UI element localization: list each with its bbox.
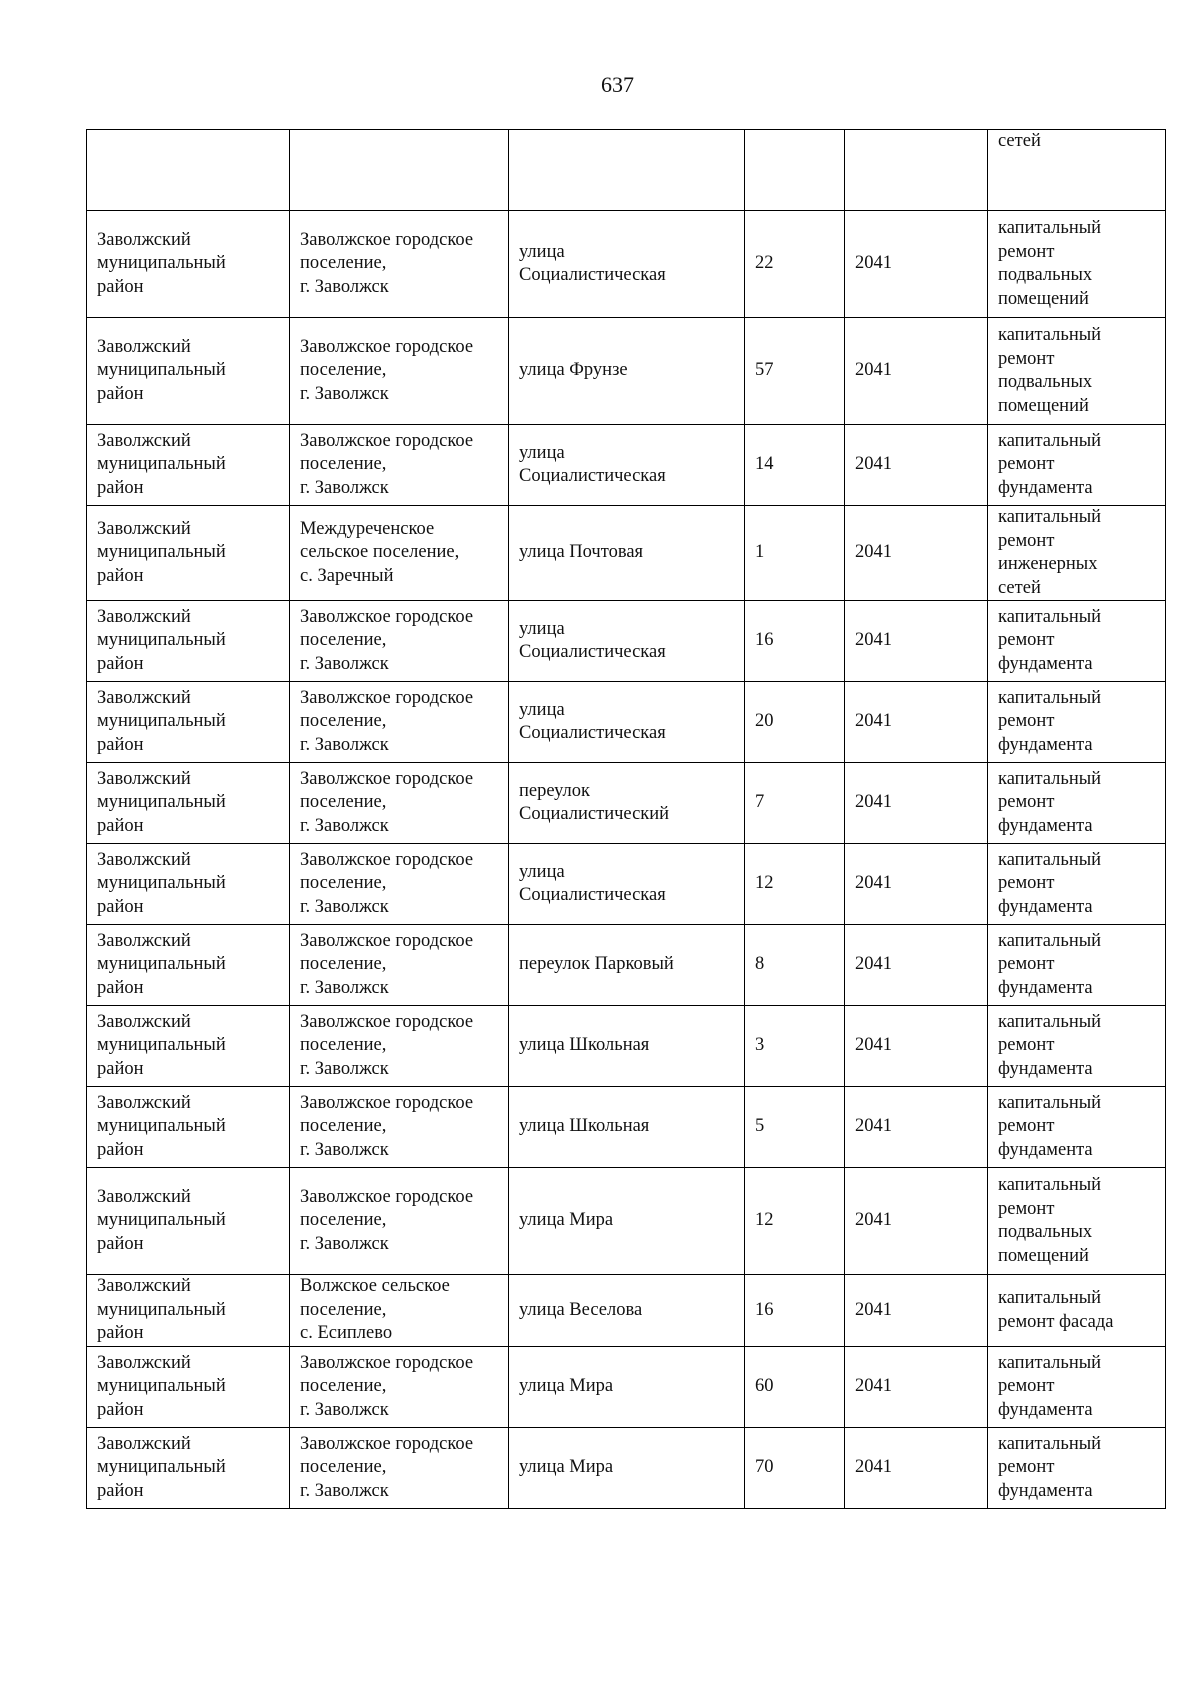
- year-cell: 2041: [845, 1428, 988, 1509]
- district-cell: Заволжский муниципальный район: [87, 925, 290, 1006]
- district-cell: Заволжский муниципальный район: [87, 601, 290, 682]
- house-number-cell: 22: [745, 211, 845, 318]
- street-cell: улица Почтовая: [509, 506, 745, 601]
- table-row: [87, 425, 1166, 506]
- year-cell: 2041: [845, 1006, 988, 1087]
- district-cell: Заволжский муниципальный район: [87, 425, 290, 506]
- year-cell: 2041: [845, 318, 988, 425]
- district-cell: Заволжский муниципальный район: [87, 1168, 290, 1275]
- district-cell: Заволжский муниципальный район: [87, 1087, 290, 1168]
- settlement-cell: Заволжское городское поселение, г. Заволжск: [290, 925, 509, 1006]
- street-cell: переулок Социалистический: [509, 763, 745, 844]
- house-number-cell: 60: [745, 1347, 845, 1428]
- year-cell: 2041: [845, 844, 988, 925]
- table-row: [87, 1087, 1166, 1168]
- work-type-cell: капитальный ремонт фундамента: [988, 601, 1166, 682]
- year-cell: 2041: [845, 1168, 988, 1275]
- year-cell: 2041: [845, 1275, 988, 1347]
- district-cell: Заволжский муниципальный район: [87, 211, 290, 318]
- year-cell: 2041: [845, 763, 988, 844]
- street-cell: [509, 130, 745, 211]
- year-cell: 2041: [845, 1347, 988, 1428]
- settlement-cell: [290, 130, 509, 211]
- table-row: [87, 1168, 1166, 1275]
- work-type-cell: сетей: [988, 130, 1166, 211]
- house-number-cell: 7: [745, 763, 845, 844]
- street-cell: улица Школьная: [509, 1006, 745, 1087]
- table-row: [87, 318, 1166, 425]
- table-row: [87, 1347, 1166, 1428]
- district-cell: Заволжский муниципальный район: [87, 682, 290, 763]
- work-type-cell: капитальный ремонт фундамента: [988, 844, 1166, 925]
- street-cell: улица Мира: [509, 1428, 745, 1509]
- house-number-cell: 12: [745, 1168, 845, 1275]
- street-cell: улица Школьная: [509, 1087, 745, 1168]
- house-number-cell: 8: [745, 925, 845, 1006]
- settlement-cell: Заволжское городское поселение, г. Заволжск: [290, 763, 509, 844]
- work-type-cell: капитальный ремонт подвальных помещений: [988, 1168, 1166, 1275]
- settlement-cell: Заволжское городское поселение, г. Заволжск: [290, 318, 509, 425]
- work-type-cell: капитальный ремонт фундамента: [988, 925, 1166, 1006]
- district-cell: Заволжский муниципальный район: [87, 1428, 290, 1509]
- house-number-cell: 16: [745, 601, 845, 682]
- settlement-cell: Заволжское городское поселение, г. Заволжск: [290, 425, 509, 506]
- year-cell: [845, 130, 988, 211]
- year-cell: 2041: [845, 211, 988, 318]
- house-number-cell: 20: [745, 682, 845, 763]
- work-type-cell: капитальный ремонт фундамента: [988, 1087, 1166, 1168]
- table-row: [87, 1428, 1166, 1509]
- house-number-cell: 16: [745, 1275, 845, 1347]
- year-cell: 2041: [845, 601, 988, 682]
- work-type-cell: капитальный ремонт фундамента: [988, 1006, 1166, 1087]
- street-cell: улица Фрунзе: [509, 318, 745, 425]
- district-cell: Заволжский муниципальный район: [87, 763, 290, 844]
- district-cell: [87, 130, 290, 211]
- table-row: [87, 844, 1166, 925]
- settlement-cell: Заволжское городское поселение, г. Заволжск: [290, 1006, 509, 1087]
- table-row: [87, 682, 1166, 763]
- house-number-cell: 12: [745, 844, 845, 925]
- year-cell: 2041: [845, 682, 988, 763]
- house-number-cell: 57: [745, 318, 845, 425]
- year-cell: 2041: [845, 925, 988, 1006]
- street-cell: улица Веселова: [509, 1275, 745, 1347]
- district-cell: Заволжский муниципальный район: [87, 318, 290, 425]
- street-cell: улица Социалистическая: [509, 844, 745, 925]
- house-number-cell: 70: [745, 1428, 845, 1509]
- settlement-cell: Заволжское городское поселение, г. Заволжск: [290, 1347, 509, 1428]
- repair-schedule-table: [86, 129, 1166, 1509]
- page-number: 637: [601, 72, 634, 97]
- work-type-cell: капитальный ремонт фундамента: [988, 425, 1166, 506]
- house-number-cell: 5: [745, 1087, 845, 1168]
- district-cell: Заволжский муниципальный район: [87, 844, 290, 925]
- street-cell: улица Социалистическая: [509, 682, 745, 763]
- settlement-cell: Заволжское городское поселение, г. Заволжск: [290, 601, 509, 682]
- settlement-cell: Заволжское городское поселение, г. Заволжск: [290, 682, 509, 763]
- street-cell: улица Социалистическая: [509, 211, 745, 318]
- district-cell: Заволжский муниципальный район: [87, 1275, 290, 1347]
- house-number-cell: 1: [745, 506, 845, 601]
- work-type-cell: капитальный ремонт подвальных помещений: [988, 318, 1166, 425]
- settlement-cell: Междуреченское сельское поселение, с. Заречный: [290, 506, 509, 601]
- table-body: [87, 130, 1166, 1509]
- year-cell: 2041: [845, 425, 988, 506]
- table-row: [87, 130, 1166, 211]
- settlement-cell: Заволжское городское поселение, г. Заволжск: [290, 211, 509, 318]
- house-number-cell: [745, 130, 845, 211]
- street-cell: улица Мира: [509, 1168, 745, 1275]
- settlement-cell: Заволжское городское поселение, г. Заволжск: [290, 1428, 509, 1509]
- work-type-cell: капитальный ремонт фундамента: [988, 763, 1166, 844]
- district-cell: Заволжский муниципальный район: [87, 1006, 290, 1087]
- table-row: [87, 925, 1166, 1006]
- settlement-cell: Волжское сельское поселение, с. Есиплево: [290, 1275, 509, 1347]
- work-type-cell: капитальный ремонт подвальных помещений: [988, 211, 1166, 318]
- settlement-cell: Заволжское городское поселение, г. Заволжск: [290, 844, 509, 925]
- house-number-cell: 14: [745, 425, 845, 506]
- table-row: [87, 763, 1166, 844]
- street-cell: улица Социалистическая: [509, 601, 745, 682]
- street-cell: улица Социалистическая: [509, 425, 745, 506]
- settlement-cell: Заволжское городское поселение, г. Заволжск: [290, 1168, 509, 1275]
- work-type-cell: капитальный ремонт фундамента: [988, 682, 1166, 763]
- table-row: [87, 1006, 1166, 1087]
- street-cell: переулок Парковый: [509, 925, 745, 1006]
- year-cell: 2041: [845, 1087, 988, 1168]
- street-cell: улица Мира: [509, 1347, 745, 1428]
- table-row: [87, 506, 1166, 601]
- year-cell: 2041: [845, 506, 988, 601]
- district-cell: Заволжский муниципальный район: [87, 1347, 290, 1428]
- district-cell: Заволжский муниципальный район: [87, 506, 290, 601]
- work-type-cell: капитальный ремонт фундамента: [988, 1347, 1166, 1428]
- settlement-cell: Заволжское городское поселение, г. Заволжск: [290, 1087, 509, 1168]
- work-type-cell: капитальный ремонт инженерных сетей: [988, 506, 1166, 601]
- work-type-cell: капитальный ремонт фундамента: [988, 1428, 1166, 1509]
- table-row: [87, 601, 1166, 682]
- work-type-cell: капитальный ремонт фасада: [988, 1275, 1166, 1347]
- table-row: [87, 211, 1166, 318]
- house-number-cell: 3: [745, 1006, 845, 1087]
- table-row: [87, 1275, 1166, 1347]
